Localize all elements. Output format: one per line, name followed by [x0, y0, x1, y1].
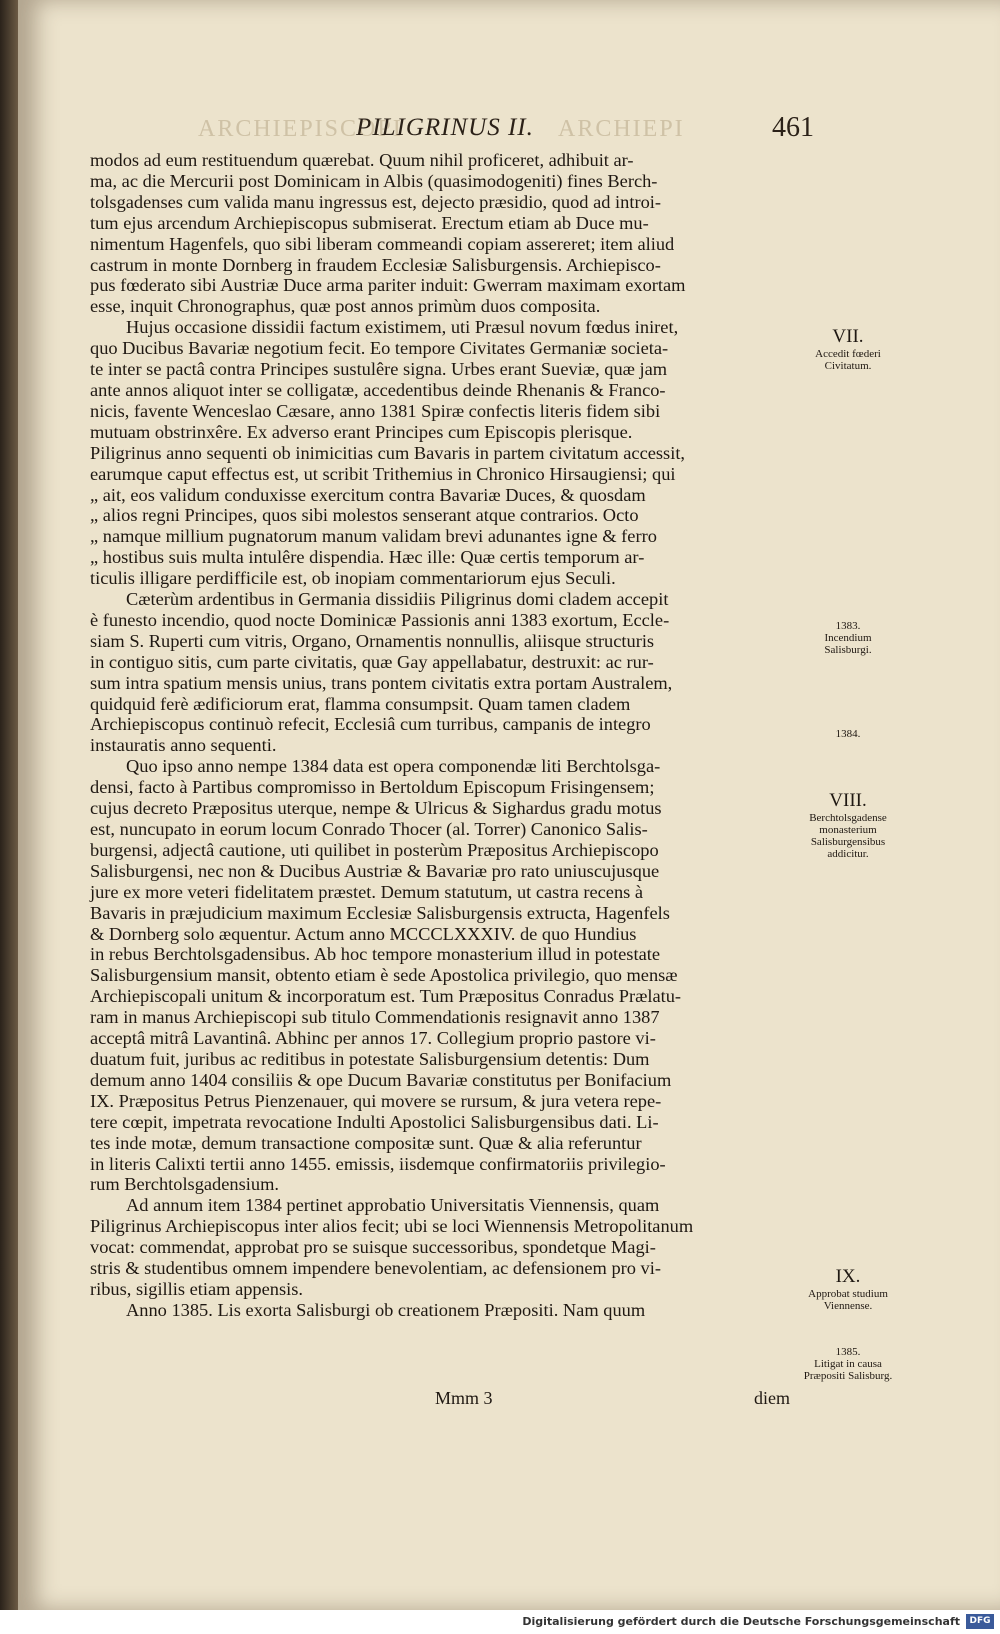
text-line: Piligrinus Archiepiscopus inter alios fecit; ubi se loci Wiennensis Metropolitanum	[90, 1216, 694, 1237]
text-line: IX. Præpositus Petrus Pienzenauer, qui movere se rursum, & jura vetera repe-	[90, 1090, 662, 1111]
text-line: mutuam obstrinxêre. Ex adverso erant Principes cum Episcopis plerisque.	[90, 421, 633, 442]
text-line: earumque caput effectus est, ut scribit Trithemius in Chronico Hirsaugiensi; qui	[90, 463, 676, 484]
section-number: VIII.	[829, 790, 867, 811]
page-number: 461	[772, 112, 814, 143]
margin-year: 1385.	[835, 1346, 861, 1358]
margin-note-ix	[800, 1266, 896, 1312]
page-header	[18, 112, 1000, 146]
body-text	[90, 150, 790, 1321]
page-footer-line	[90, 1388, 790, 1410]
text-line: castrum in monte Dornberg in fraudem Ecclesiæ Salisburgensis. Archiepisco-	[90, 254, 661, 275]
margin-note-1385	[800, 1346, 896, 1382]
text-line: „ alios regni Principes, quos sibi molestos senserant atque contrarios. Octo	[90, 505, 639, 526]
text-line: ma, ac die Mercurii post Dominicam in Albis (quasimodogeniti) fines Berch-	[90, 170, 658, 191]
text-line: densi, facto à Partibus compromisso in Bertoldum Episcopum Frisingensem;	[90, 777, 655, 798]
text-line: pus fœderato sibi Austriæ Duce arma pariter induit: Gwerram maximam exortam	[90, 275, 686, 296]
text-line: in rebus Berchtolsgadensibus. Ab hoc tempore monasterium illud in potestate	[90, 944, 661, 965]
text-line: tum ejus arcendum Archiepiscopus submiserat. Erectum etiam ab Duce mu-	[90, 212, 649, 233]
text-line: acceptâ mitrâ Lavantinâ. Abhinc per annos 17. Collegium proprio pastore vi-	[90, 1028, 656, 1049]
text-line: instauratis anno sequenti.	[90, 735, 277, 756]
text-line: ribus, sigillis etiam appensis.	[90, 1278, 304, 1299]
section-number: IX.	[835, 1266, 861, 1287]
text-line: burgensi, adjectâ cautione, uti quilibet in posterùm Præpositus Archiepiscopo	[90, 839, 659, 860]
margin-year: 1383.	[835, 620, 861, 632]
text-line: quidquid ferè ædificiorum erat, flamma consumpsit. Quam tamen cladem	[90, 693, 631, 714]
text-line: siam S. Ruperti cum vitris, Organo, Ornamentis nonnullis, aliisque structuris	[90, 630, 655, 651]
margin-note-text: Berchtolsgadense monasterium Salisburgensibus addicitur.	[809, 812, 887, 860]
text-line: tolsgadenses cum valida manu ingressus est, dejecto præsidio, quod ad introi-	[90, 191, 662, 212]
digitization-footer	[0, 1610, 1000, 1634]
text-line: Quo ipso anno nempe 1384 data est opera componendæ liti Berchtolsga-	[126, 756, 661, 777]
text-line: esse, inquit Chronographus, quæ post annos primùm duos composita.	[90, 296, 601, 317]
text-line: Archiepiscopali unitum & incorporatum est. Tum Præpositus Conradus Prælatu-	[90, 986, 682, 1007]
text-line: Bavaris in præjudicium maximum Ecclesiæ Salisburgensis extructa, Hagenfels	[90, 902, 670, 923]
margin-note-text: Accedit fœderi Civitatum.	[815, 348, 881, 372]
text-line: è funesto incendio, quod nocte Dominicæ Passionis anni 1383 exortum, Eccle-	[90, 609, 670, 630]
margin-note-1384	[800, 728, 896, 740]
text-line: Anno 1385. Lis exorta Salisburgi ob creationem Præpositi. Nam quum	[126, 1299, 646, 1320]
margin-note-text: Incendium Salisburgi.	[824, 632, 872, 656]
text-line: stris & studentibus omnem impendere benevolentiam, ac defensionem pro vi-	[90, 1258, 661, 1279]
margin-note-text: Litigat in causa Præpositi Salisburg.	[803, 1358, 893, 1382]
text-line: Ad annum item 1384 pertinet approbatio Universitatis Viennensis, quam	[126, 1195, 660, 1216]
text-line: „ namque millium pugnatorum manum validam brevi adunantes igne & ferro	[90, 526, 657, 547]
text-line: „ hostibus suis multa intulêre dispendia. Hæc ille: Quæ certis temporum ar-	[90, 547, 645, 568]
margin-note-viii	[800, 790, 896, 860]
section-number: VII.	[832, 326, 864, 347]
text-line: rum Berchtolsgadensium.	[90, 1174, 279, 1195]
text-line: nimentum Hagenfels, quo sibi liberam commeandi copiam assereret; item aliud	[90, 233, 675, 254]
margin-note-1383	[800, 620, 896, 656]
margin-note-vii	[800, 326, 896, 372]
catchword: diem	[754, 1388, 790, 1408]
text-line: nicis, favente Wenceslao Cæsare, anno 1381 Spiræ confectis literis fidem sibi	[90, 400, 661, 421]
text-line: demum anno 1404 consiliis & ope Ducum Bavariæ constitutus per Bonifacium	[90, 1069, 672, 1090]
text-line: & Dornberg solo æquentur. Actum anno MCCCLXXXIV. de quo Hundius	[90, 923, 637, 944]
bleed-through-text-left: ARCHIEPISCOPI	[198, 116, 403, 142]
text-line: est, nuncupato in eorum locum Conrado Thocer (al. Torrer) Canonico Salis-	[90, 819, 648, 839]
text-line: in literis Calixti tertii anno 1455. emissis, iisdemque confirmatoriis privilegio-	[90, 1153, 666, 1174]
text-line: „ ait, eos validum conduxisse exercitum contra Bavariæ Duces, & quosdam	[90, 484, 646, 505]
text-line: sum intra spatium mensis unius, trans pontem civitatis extra portam Australem,	[90, 672, 673, 693]
text-line: duatum fuit, juribus ac reditibus in potestate Salisburgensium detentis: Dum	[90, 1048, 650, 1069]
text-line: Salisburgensium mansit, obtento etiam è sede Apostolica privilegio, quo mensæ	[90, 965, 678, 986]
adjacent-page-edge	[0, 0, 18, 1610]
running-title: PILIGRINUS II.	[356, 114, 534, 141]
text-line: Cæterùm ardentibus in Germania dissidiis Piligrinus domi cladem accepit	[126, 589, 669, 610]
text-line: te inter se pactâ contra Principes sustulêre signa. Urbes erant Sueviæ, quæ jam	[90, 359, 668, 380]
book-page	[18, 0, 1000, 1610]
text-line: ante annos aliquot inter se colligatæ, accedentibus deinde Rhenanis & Franco-	[90, 379, 666, 400]
text-line: ram in manus Archiepiscopi sub titulo Commendationis resignavit anno 1387	[90, 1007, 660, 1028]
signature-mark: Mmm 3	[435, 1388, 493, 1408]
text-line: vocat: commendat, approbat pro se suisque successoribus, spondetque Magi-	[90, 1237, 656, 1258]
text-line: Hujus occasione dissidii factum existimem, uti Præsul novum fœdus iniret,	[126, 317, 679, 338]
text-line: quo Ducibus Bavariæ negotium fecit. Eo tempore Civitates Germaniæ societa-	[90, 338, 669, 359]
text-line: tere cœpit, impetrata revocatione Indulti Apostolici Salisburgensibus dati. Li-	[90, 1111, 659, 1132]
text-line: in contiguo sitis, cum parte civitatis, quæ Gay appellabatur, destruxit: ac rur-	[90, 651, 654, 672]
margin-year: 1384.	[835, 728, 861, 740]
text-line: ticulis illigare perdifficile est, ob inopiam commentariorum ejus Seculi.	[90, 568, 616, 589]
margin-note-text: Approbat studium Viennense.	[808, 1288, 888, 1312]
dfg-logo-icon: DFG	[966, 1614, 994, 1629]
text-line: cujus decreto Præpositus uterque, nempe & Ulricus & Sighardus gradu motus	[90, 798, 662, 819]
text-line: jure ex more veteri fidelitatem præstet. Demum statutum, ut castra recens à	[90, 881, 644, 902]
funding-notice: Digitalisierung gefördert durch die Deutsche Forschungsgemeinschaft	[522, 1615, 960, 1628]
bleed-through-text-right: ARCHIEPI	[558, 116, 685, 142]
text-line: Piligrinus anno sequenti ob inimicitias cum Bavaris in partem civitatum accessit,	[90, 442, 686, 463]
text-line: Archiepiscopus continuò refecit, Ecclesiâ cum turribus, campanis de integro	[90, 714, 651, 735]
text-line: Salisburgensi, nec non & Ducibus Austriæ & Bavariæ pro rato uniuscujusque	[90, 860, 660, 881]
text-line: tes inde motæ, demum transactione compositæ sunt. Quæ & alia referuntur	[90, 1132, 642, 1153]
text-line: modos ad eum restituendum quærebat. Quum nihil proficeret, adhibuit ar-	[90, 150, 634, 170]
